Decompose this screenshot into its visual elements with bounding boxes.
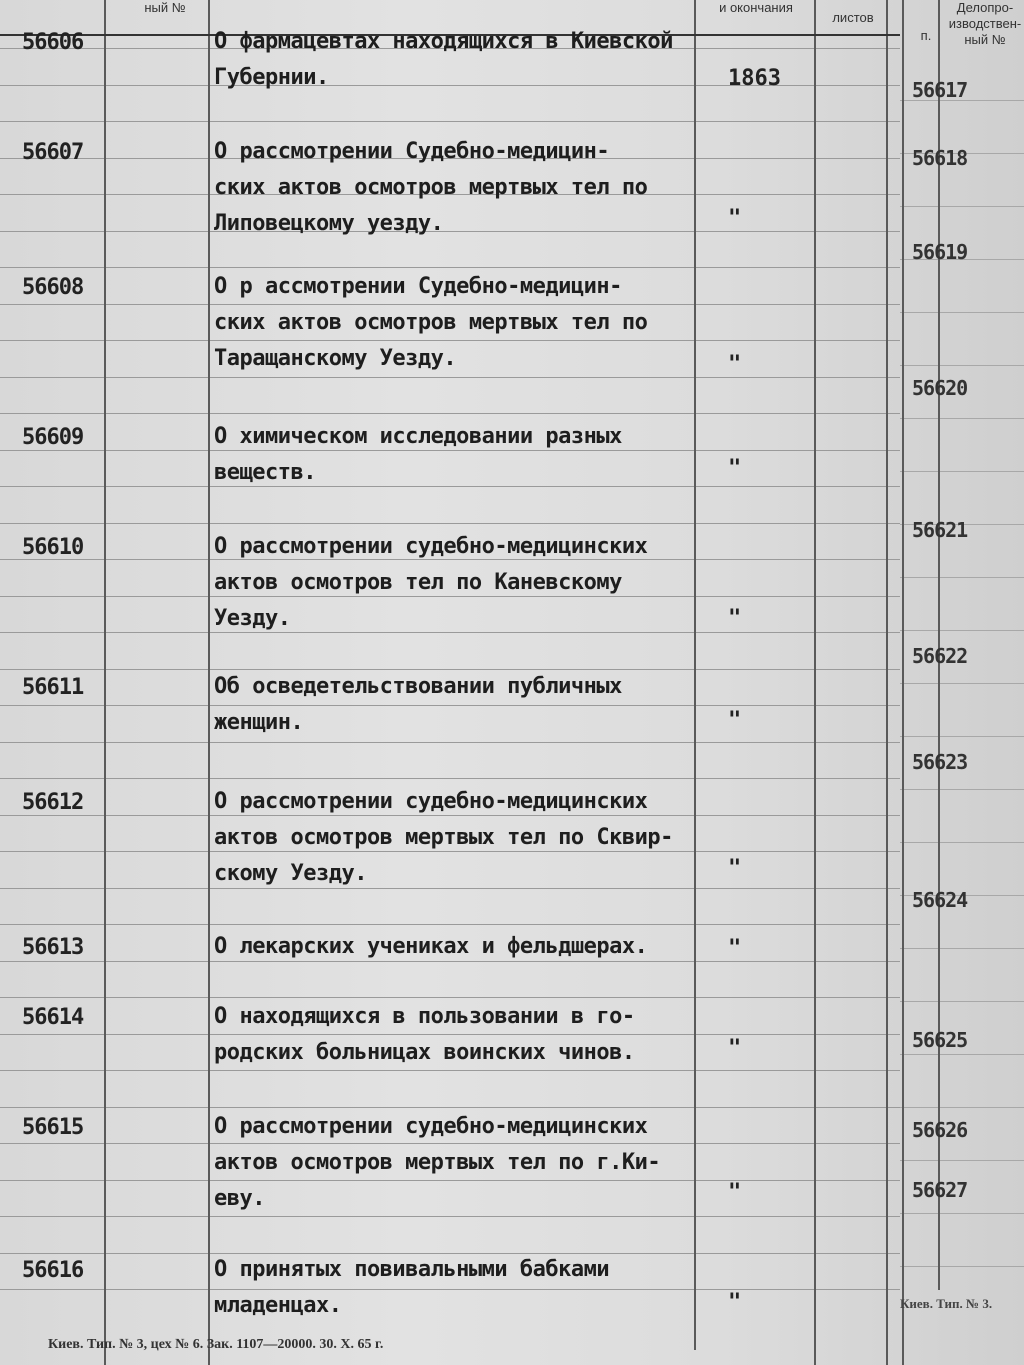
right-case-number: 56627	[912, 1178, 968, 1202]
column-rule	[902, 0, 904, 1365]
case-title: О принятых повивальными бабками младенцах.	[214, 1257, 610, 1318]
ruled-line-right	[900, 842, 1024, 843]
ruled-line-right	[900, 312, 1024, 313]
ruled-line-right	[900, 1213, 1024, 1214]
case-title: О находящихся в пользовании в го- родских больницах воинских чинов.	[214, 1004, 635, 1065]
ruled-line	[0, 523, 900, 524]
column-rule	[886, 0, 888, 1365]
ruled-line	[0, 924, 900, 925]
case-number: 56610	[22, 535, 84, 560]
column-rule	[104, 0, 106, 1365]
case-number: 56613	[22, 935, 84, 960]
case-title: О фармацевтах находящихся в Киевской Губернии.	[214, 29, 673, 90]
case-number: 56607	[22, 140, 84, 165]
column-rule	[208, 0, 210, 1365]
case-title: О рассмотрении Судебно-медицин- ских актов осмотров мертвых тел по Липовецкому уезду.	[214, 139, 648, 236]
right-case-number: 56622	[912, 644, 968, 668]
column-rule	[814, 0, 816, 1365]
ruled-line	[0, 413, 900, 414]
ruled-line-right	[900, 206, 1024, 207]
ruled-line-right	[900, 1107, 1024, 1108]
right-case-number: 56620	[912, 376, 968, 400]
ruled-line-right	[900, 418, 1024, 419]
printer-footer: Киев. Тип. № 3, цех № 6. Зак. 1107—20000. 30. X. 65 г.	[48, 1337, 384, 1352]
ruled-line-right	[900, 948, 1024, 949]
case-date: "	[728, 936, 742, 961]
ruled-line-right	[900, 1160, 1024, 1161]
case-number: 56611	[22, 675, 84, 700]
ruled-line-right	[900, 577, 1024, 578]
case-date: "	[728, 352, 742, 377]
case-number: 56606	[22, 30, 84, 55]
ruled-line-right	[900, 1054, 1024, 1055]
header-right-a: п.	[920, 28, 932, 43]
case-date: "	[728, 606, 742, 631]
ruled-line-right	[900, 630, 1024, 631]
case-date: "	[728, 206, 742, 231]
case-number: 56612	[22, 790, 84, 815]
case-title: О рассмотрении судебно-медицинских актов осмотров мертвых тел по г.Ки- еву.	[214, 1114, 661, 1211]
right-case-number: 56617	[912, 78, 968, 102]
case-number: 56614	[22, 1005, 84, 1030]
header-number-col: ный №	[144, 0, 186, 15]
right-case-number: 56618	[912, 146, 968, 170]
case-date: 1863	[728, 66, 781, 91]
ruled-line	[0, 121, 900, 122]
ruled-line-right	[900, 789, 1024, 790]
ruled-line-right	[900, 365, 1024, 366]
case-date: "	[728, 1180, 742, 1205]
case-number: 56609	[22, 425, 84, 450]
ruled-line-right	[900, 471, 1024, 472]
header-date-end: и окончания	[719, 0, 793, 15]
right-case-number: 56624	[912, 888, 968, 912]
case-number: 56608	[22, 275, 84, 300]
case-date: "	[728, 708, 742, 733]
ruled-line	[0, 1107, 900, 1108]
ruled-line	[0, 997, 900, 998]
case-title: Об осведетельствовании публичных женщин.	[214, 674, 622, 735]
case-date: "	[728, 456, 742, 481]
printer-footer-right: Киев. Тип. № 3.	[900, 1296, 993, 1311]
case-date: "	[728, 1036, 742, 1061]
case-title: О рассмотрении судебно-медицинских актов осмотров мертвых тел по Сквир- скому Уезду.	[214, 789, 673, 886]
right-case-number: 56625	[912, 1028, 968, 1052]
ruled-line-right	[900, 1266, 1024, 1267]
right-case-number: 56626	[912, 1118, 968, 1142]
right-case-number: 56619	[912, 240, 968, 264]
header-sheets: листов	[832, 10, 874, 25]
ruled-line-right	[900, 736, 1024, 737]
case-title: О рассмотрении судебно-медицинских актов осмотров тел по Каневскому Уезду.	[214, 534, 648, 631]
ruled-line	[0, 267, 900, 268]
case-date: "	[728, 856, 742, 881]
ruled-line-right	[900, 1001, 1024, 1002]
ruled-line-right	[900, 683, 1024, 684]
header-right-b: Делопро- изводствен- ный №	[948, 0, 1022, 47]
case-date: "	[728, 1290, 742, 1315]
case-title: О р ассмотрении Судебно-медицин- ских актов осмотров мертвых тел по Таращанскому Уезду.	[214, 274, 648, 371]
case-number: 56615	[22, 1115, 84, 1140]
case-title: О химическом исследовании разных веществ.	[214, 424, 622, 485]
ruled-line	[0, 742, 900, 743]
case-title: О лекарских учениках и фельдшерах.	[214, 934, 648, 959]
case-number: 56616	[22, 1258, 84, 1283]
ruled-line	[0, 377, 900, 378]
ruled-line	[0, 778, 900, 779]
right-case-number: 56621	[912, 518, 968, 542]
right-case-number: 56623	[912, 750, 968, 774]
